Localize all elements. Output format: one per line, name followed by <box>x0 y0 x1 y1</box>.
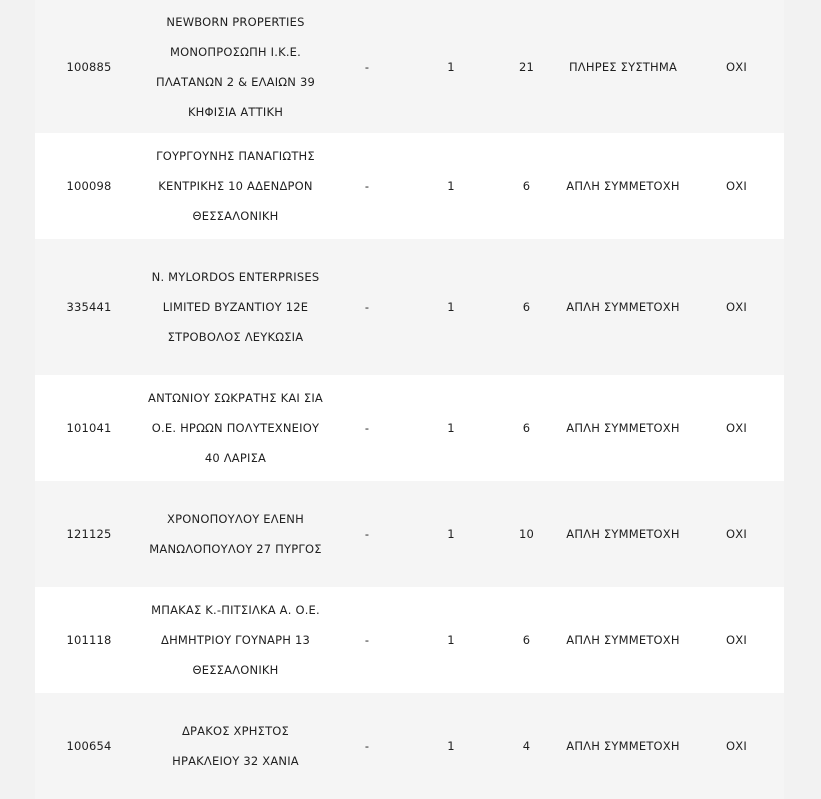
cell-count <box>406 693 496 799</box>
cell-flag <box>689 481 784 587</box>
cell-company-name <box>143 481 328 587</box>
cell-participation-text: ΑΠΛΗ ΣΥΜΜΕΤΟΧΗ <box>566 633 680 647</box>
cell-number-text: 4 <box>522 739 531 753</box>
members-table <box>35 0 784 799</box>
table-row <box>35 239 784 375</box>
cell-flag <box>689 587 784 693</box>
cell-company-name <box>143 587 328 693</box>
table-row <box>35 375 784 481</box>
table-body <box>35 0 784 799</box>
cell-company-name-text: ΧΡΟΝΟΠΟΥΛΟΥ ΕΛΕΝΗ ΜΑΝΩΛΟΠΟΥΛΟΥ 27 ΠΥΡΓΟΣ <box>149 512 322 556</box>
cell-flag <box>689 693 784 799</box>
cell-number <box>496 693 557 799</box>
cell-company-name-text: NEWBORN PROPERTIES ΜΟΝΟΠΡΟΣΩΠΗ Ι.Κ.Ε. ΠΛΑΤΑΝΩΝ 2 & ΕΛΑΙΩΝ 39 ΚΗΦΙΣΙΑ ΑΤΤΙΚΗ <box>156 14 315 119</box>
cell-code-text: 100098 <box>66 179 112 193</box>
cell-count <box>406 481 496 587</box>
cell-flag <box>689 375 784 481</box>
cell-number <box>496 481 557 587</box>
cell-participation <box>557 239 689 375</box>
cell-count <box>406 375 496 481</box>
cell-company-name-text: ΔΡΑΚΟΣ ΧΡΗΣΤΟΣ ΗΡΑΚΛΕΙΟΥ 32 ΧΑΝΙΑ <box>172 724 299 768</box>
cell-company-name <box>143 693 328 799</box>
cell-code-text: 100885 <box>66 59 112 74</box>
cell-participation-text: ΑΠΛΗ ΣΥΜΜΕΤΟΧΗ <box>566 421 680 435</box>
cell-dash-text: - <box>364 527 370 541</box>
table-row <box>35 133 784 239</box>
cell-count-text: 1 <box>447 527 455 541</box>
cell-count <box>406 0 496 133</box>
cell-number-text: 6 <box>522 633 531 647</box>
cell-number <box>496 587 557 693</box>
cell-count <box>406 587 496 693</box>
cell-count-text: 1 <box>447 633 455 647</box>
cell-participation <box>557 587 689 693</box>
cell-company-name-text: N. MYLORDOS ENTERPRISES LIMITED ΒΥΖΑΝΤΙΟΥ 12Ε ΣΤΡΟΒΟΛΟΣ ΛΕΥΚΩΣΙΑ <box>151 270 320 344</box>
cell-participation <box>557 481 689 587</box>
cell-dash-text: - <box>364 179 370 193</box>
cell-count-text: 1 <box>447 739 455 753</box>
cell-count-text: 1 <box>447 59 455 74</box>
cell-dash <box>328 481 406 587</box>
cell-dash <box>328 693 406 799</box>
cell-code-text: 100654 <box>66 739 112 753</box>
cell-participation <box>557 0 689 133</box>
cell-company-name <box>143 133 328 239</box>
cell-flag-text: ΟΧΙ <box>726 739 747 753</box>
cell-number-text: 10 <box>518 527 535 541</box>
cell-count-text: 1 <box>447 421 455 435</box>
cell-dash <box>328 239 406 375</box>
cell-count-text: 1 <box>447 179 455 193</box>
cell-code-text: 101041 <box>66 421 112 435</box>
cell-participation-text: ΠΛΗΡΕΣ ΣΥΣΤΗΜΑ <box>568 59 678 74</box>
cell-participation <box>557 133 689 239</box>
cell-participation <box>557 693 689 799</box>
cell-number-text: 6 <box>522 179 531 193</box>
cell-code-text: 101118 <box>66 633 112 647</box>
cell-company-name-text: ΜΠΑΚΑΣ Κ.-ΠΙΤΣΙΛΚΑ Α. Ο.Ε. ΔΗΜΗΤΡΙΟΥ ΓΟΥΝΑΡΗ 13 ΘΕΣΣΑΛΟΝΙΚΗ <box>151 603 320 677</box>
cell-number-text: 21 <box>518 59 535 74</box>
cell-dash-text: - <box>364 300 370 314</box>
cell-flag-text: ΟΧΙ <box>726 59 747 74</box>
cell-number-text: 6 <box>522 300 531 314</box>
table-row <box>35 587 784 693</box>
cell-flag <box>689 0 784 133</box>
cell-code <box>35 133 143 239</box>
cell-dash-text: - <box>364 739 370 753</box>
cell-dash <box>328 587 406 693</box>
cell-code <box>35 0 143 133</box>
cell-flag <box>689 239 784 375</box>
cell-company-name <box>143 375 328 481</box>
cell-count <box>406 133 496 239</box>
cell-code <box>35 239 143 375</box>
cell-code <box>35 587 143 693</box>
cell-participation <box>557 375 689 481</box>
cell-code <box>35 693 143 799</box>
table-row <box>35 0 784 133</box>
cell-code-text: 335441 <box>66 300 112 314</box>
cell-flag-text: ΟΧΙ <box>726 527 747 541</box>
results-panel <box>35 0 784 768</box>
cell-count-text: 1 <box>447 300 455 314</box>
table-row <box>35 693 784 799</box>
cell-company-name <box>143 0 328 133</box>
cell-code-text: 121125 <box>66 527 112 541</box>
cell-dash <box>328 133 406 239</box>
cell-code <box>35 481 143 587</box>
cell-dash <box>328 375 406 481</box>
cell-company-name <box>143 239 328 375</box>
table-row <box>35 481 784 587</box>
cell-participation-text: ΑΠΛΗ ΣΥΜΜΕΤΟΧΗ <box>566 300 680 314</box>
cell-dash <box>328 0 406 133</box>
cell-flag-text: ΟΧΙ <box>726 300 747 314</box>
cell-flag-text: ΟΧΙ <box>726 421 747 435</box>
cell-flag <box>689 133 784 239</box>
cell-code <box>35 375 143 481</box>
cell-number <box>496 239 557 375</box>
cell-participation-text: ΑΠΛΗ ΣΥΜΜΕΤΟΧΗ <box>566 739 680 753</box>
cell-flag-text: ΟΧΙ <box>726 179 747 193</box>
cell-participation-text: ΑΠΛΗ ΣΥΜΜΕΤΟΧΗ <box>566 179 680 193</box>
cell-company-name-text: ΑΝΤΩΝΙΟΥ ΣΩΚΡΑΤΗΣ ΚΑΙ ΣΙΑ Ο.Ε. ΗΡΩΩΝ ΠΟΛΥΤΕΧΝΕΙΟΥ 40 ΛΑΡΙΣΑ <box>148 391 323 465</box>
cell-number-text: 6 <box>522 421 531 435</box>
cell-flag-text: ΟΧΙ <box>726 633 747 647</box>
cell-dash-text: - <box>364 421 370 435</box>
cell-company-name-text: ΓΟΥΡΓΟΥΝΗΣ ΠΑΝΑΓΙΩΤΗΣ ΚΕΝΤΡΙΚΗΣ 10 ΑΔΕΝΔΡΟΝ ΘΕΣΣΑΛΟΝΙΚΗ <box>156 149 315 223</box>
cell-number <box>496 375 557 481</box>
cell-count <box>406 239 496 375</box>
cell-number <box>496 133 557 239</box>
cell-dash-text: - <box>364 633 370 647</box>
cell-participation-text: ΑΠΛΗ ΣΥΜΜΕΤΟΧΗ <box>566 527 680 541</box>
cell-number <box>496 0 557 133</box>
cell-dash-text: - <box>364 59 370 74</box>
